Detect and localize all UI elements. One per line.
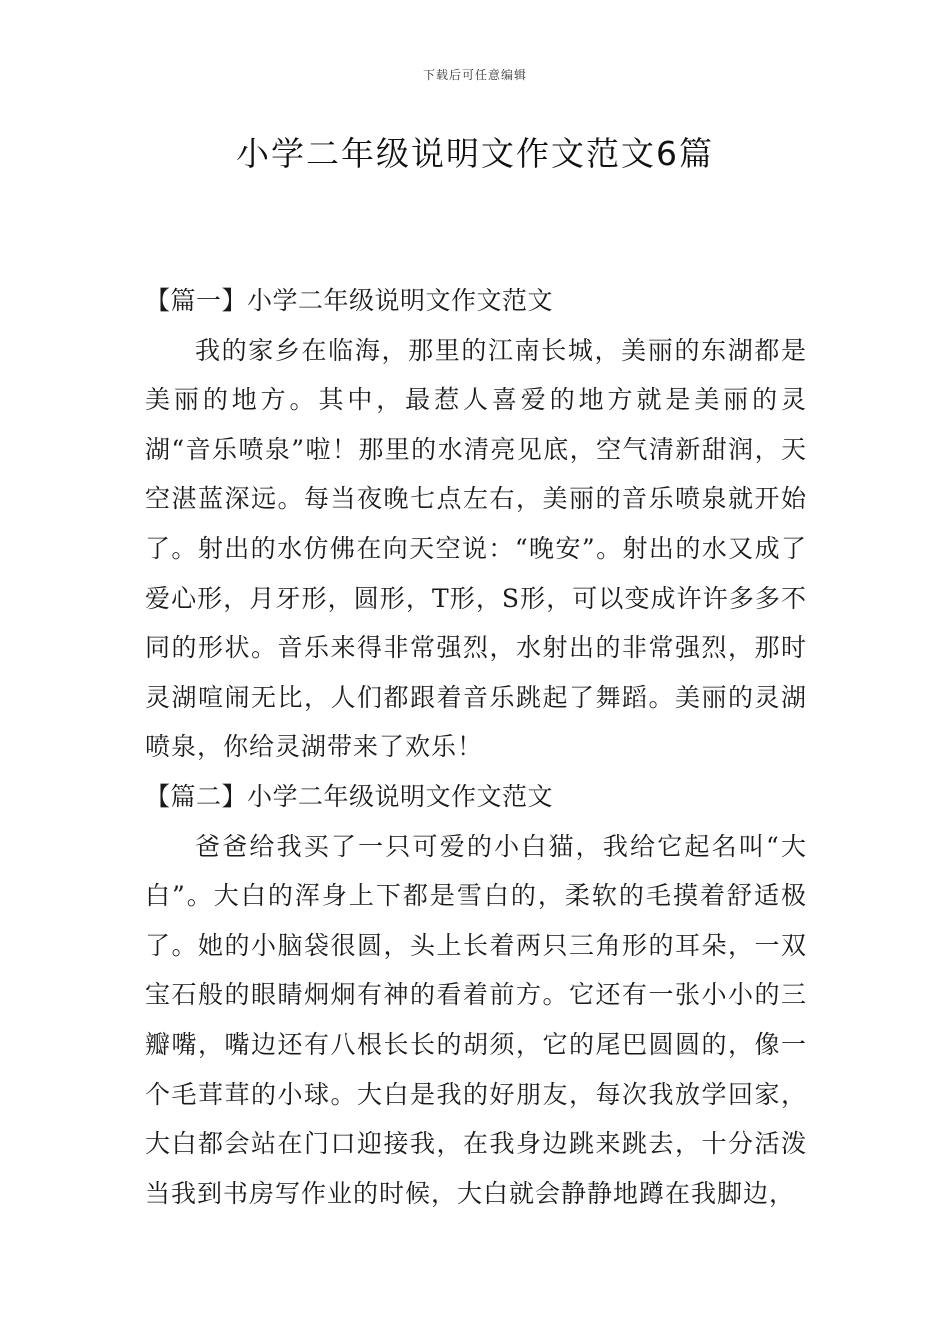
section-heading-1: 【篇一】小学二年级说明文作文范文 <box>145 286 554 315</box>
document-body <box>145 276 807 1218</box>
section-heading-2: 【篇二】小学二年级说明文作文范文 <box>145 781 554 811</box>
header-note: 下载后可任意编辑 <box>422 68 527 82</box>
page-title: 小学二年级说明文作文范文6篇 <box>236 134 714 173</box>
section-paragraph-2: 爸爸给我买了一只可爱的小白猫，我给它起名叫“大白”。大白的浑身上下都是雪白的，柔软的毛摸着舒适极了。她的小脑袋很圆，头上长着两只三角形的耳朵，一双宝石般的眼睛炯炯有神的看着前方。它还有一张小小的三瓣嘴，嘴边还有八根长长的胡须，它的尾巴圆圆的，像一个毛茸茸的小球。大白是我的好朋友，每次我放学回家，大白都会站在门口迎接我，在我身边跳来跳去，十分活泼当我到书房写作业的时候，大白就会静静地蹲在我脚边， <box>145 831 807 1208</box>
section-paragraph-1: 我的家乡在临海，那里的江南长城，美丽的东湖都是美丽的地方。其中，最惹人喜爱的地方就是美丽的灵湖“音乐喷泉”啦！那里的水清亮见底，空气清新甜润，天空湛蓝深远。每当夜晚七点左右，美丽的音乐喷泉就开始了。射出的水仿佛在向天空说：“晚安”。射出的水又成了爱心形，月牙形，圆形，T形，S形，可以变成许许多多不同的形状。音乐来得非常强烈，水射出的非常强烈，那时灵湖喧闹无比，人们都跟着音乐跳起了舞蹈。美丽的灵湖喷泉，你给灵湖带来了欢乐！ <box>145 335 807 762</box>
